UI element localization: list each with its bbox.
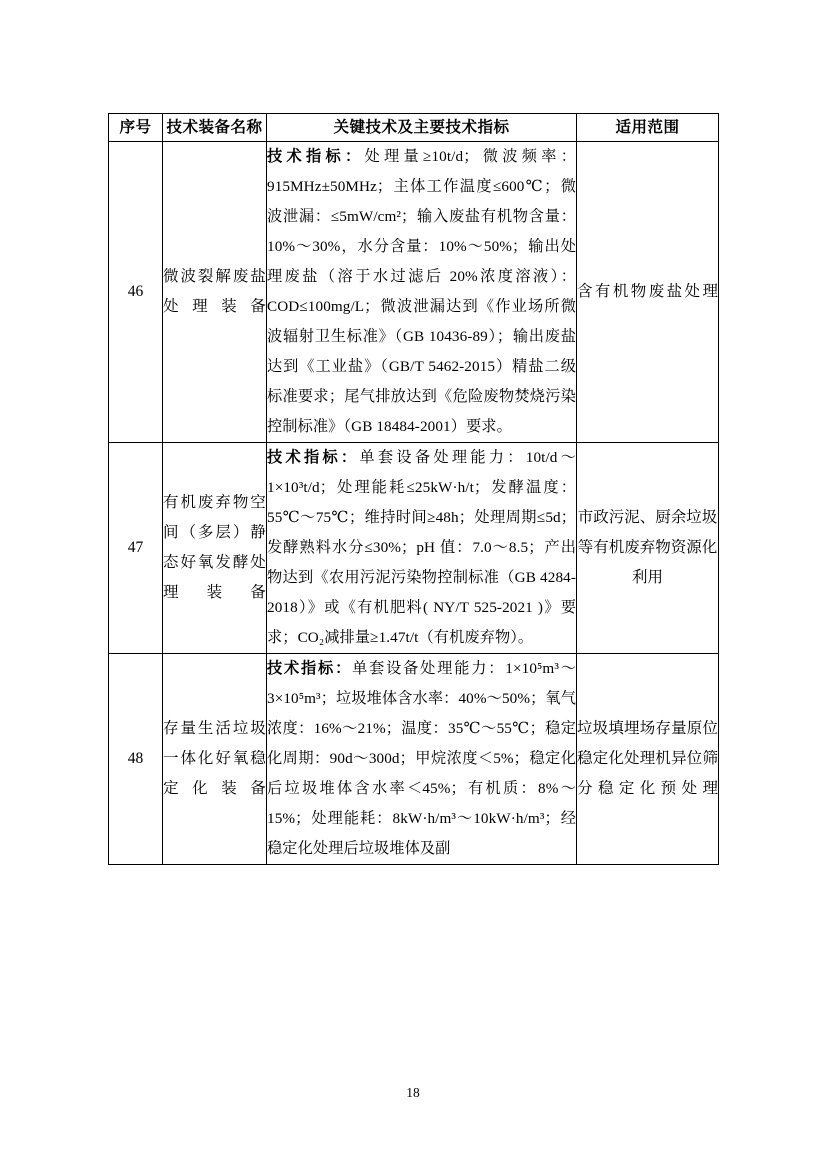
application-scope: 含有机物废盐处理 bbox=[577, 142, 719, 443]
tech-indicators-text: 处理量≥10t/d；微波频率：915MHz±50MHz；主体工作温度≤600℃；微波泄漏：≤5mW/cm²；输入废盐有机物含量：10%～30%，水分含量：10%～50%；输出处理废盐（溶于水过滤后 20%浓度溶液）：COD≤100mg/L；微波泄漏达到《作业场所微波辐射卫生标准》（GB 10436-89）；输出废盐达到《工业盐》（GB/T 5462-2015）精盐二级标准要求；尾气排放达到《危险废物焚烧污染控制标准》（GB 18484-2001）要求。 bbox=[267, 148, 577, 435]
row-number: 46 bbox=[109, 142, 163, 443]
equipment-name: 微波裂解废盐处理装备 bbox=[163, 142, 267, 443]
row-number: 47 bbox=[109, 443, 163, 654]
equipment-name: 有机废弃物空间（多层）静态好氧发酵处理装备 bbox=[163, 443, 267, 654]
table-row bbox=[109, 654, 719, 865]
tech-indicators-label: 技术指标： bbox=[267, 449, 360, 466]
tech-indicators-label: 技术指标： bbox=[267, 148, 365, 165]
tech-indicators-label: 技术指标： bbox=[267, 660, 353, 677]
row-number: 48 bbox=[109, 654, 163, 865]
column-header-name-label: 技术装备名称 bbox=[166, 119, 263, 136]
table-row bbox=[109, 142, 719, 443]
tech-indicators-text: 单套设备处理能力：10t/d～1×10³t/d；处理能耗≤25kW·h/t；发酵温度：55℃～75℃；维持时间≥48h；处理周期≤5d；发酵熟料水分≤30%；pH 值：7.0～8.5；产出物达到《农用污泥污染物控制标准（GB 4284-2018）》或《有机肥料( NY/T 525-2021 )》要求；CO₂减排量≥1.47t/t（有机废弃物）。 bbox=[267, 449, 576, 646]
column-header-tech bbox=[267, 114, 577, 142]
table bbox=[108, 113, 719, 865]
application-scope: 垃圾填埋场存量原位稳定化处理机异位筛分稳定化预处理 bbox=[577, 654, 719, 865]
table-header-row bbox=[109, 114, 719, 142]
table-row bbox=[109, 443, 719, 654]
column-header-no-label: 序号 bbox=[119, 119, 152, 136]
tech-indicators bbox=[267, 443, 577, 654]
equipment-name: 存量生活垃圾一体化好氧稳定化装备 bbox=[163, 654, 267, 865]
column-header-no bbox=[109, 114, 163, 142]
column-header-tech-label: 关键技术及主要技术指标 bbox=[333, 119, 510, 136]
page-number: 18 bbox=[406, 1085, 420, 1100]
tech-indicators bbox=[267, 654, 577, 865]
column-header-scope-label: 适用范围 bbox=[615, 119, 680, 136]
application-scope: 市政污泥、厨余垃圾等有机废弃物资源化利用 bbox=[577, 443, 719, 654]
column-header-name bbox=[163, 114, 267, 142]
tech-indicators-text: 单套设备处理能力：1×10⁵m³～3×10⁵m³；垃圾堆体含水率：40%～50%；氧气浓度：16%～21%；温度：35℃～55℃；稳定化周期：90d～300d；甲烷浓度＜5%；稳定化后垃圾堆体含水率＜45%；有机质：8%～15%；处理能耗：8kW·h/m³～10kW·h/m³；经稳定化处理后垃圾堆体及副 bbox=[267, 660, 576, 857]
column-header-scope bbox=[577, 114, 719, 142]
technology-equipment-table bbox=[108, 113, 718, 865]
tech-indicators bbox=[267, 142, 577, 443]
